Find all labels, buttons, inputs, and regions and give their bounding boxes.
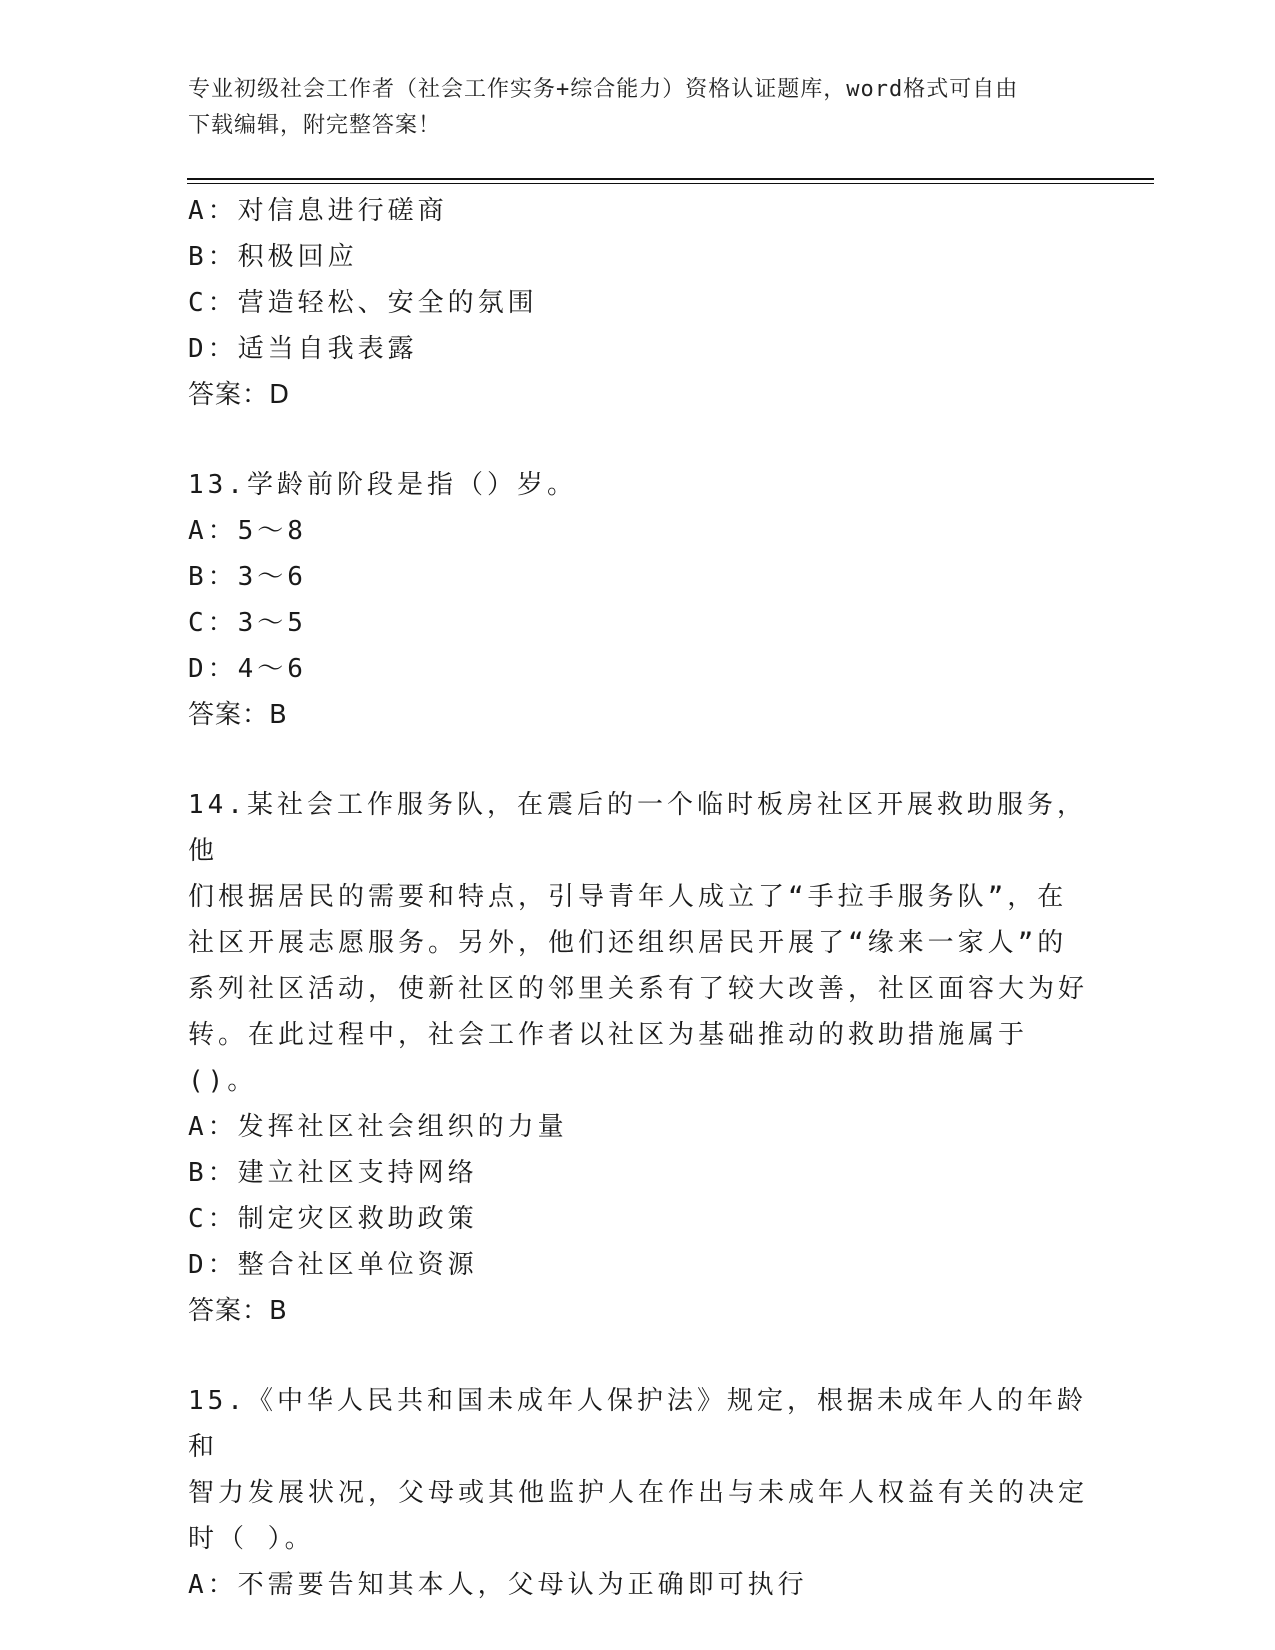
q15-stem-line-1: 15.《中华人民共和国未成年人保护法》规定，根据未成年人的年龄和 — [188, 1386, 1087, 1462]
q12-option-b: B：积极回应 — [188, 242, 358, 272]
q14-option-b: B：建立社区支持网络 — [188, 1158, 478, 1188]
q14-stem-line-3: 社区开展志愿服务。另外，他们还组织居民开展了“缘来一家人”的 — [188, 928, 1068, 958]
q13-stem: 13.学龄前阶段是指（）岁。 — [188, 470, 577, 500]
header-divider-thick — [187, 178, 1154, 180]
q12-answer: 答案：D — [188, 380, 291, 410]
q14-stem-line-5: 转。在此过程中，社会工作者以社区为基础推动的救助措施属于()。 — [188, 1020, 1029, 1096]
q14-option-a: A：发挥社区社会组织的力量 — [188, 1112, 568, 1142]
q13-answer: 答案：B — [188, 700, 288, 730]
q13-option-a: A：5～8 — [188, 516, 307, 546]
question-14 — [188, 782, 1088, 1334]
header-divider-thin — [187, 183, 1154, 184]
q14-option-d: D：整合社区单位资源 — [188, 1250, 478, 1280]
q15-option-a: A：不需要告知其本人，父母认为正确即可执行 — [188, 1570, 808, 1600]
question-13 — [188, 462, 1088, 738]
question-content — [188, 188, 1088, 1608]
header-line-2: 下载编辑，附完整答案！ — [188, 113, 442, 138]
q13-option-d: D：4～6 — [188, 654, 307, 684]
q14-stem-line-1: 14.某社会工作服务队，在震后的一个临时板房社区开展救助服务，他 — [188, 790, 1087, 866]
q12-option-a: A：对信息进行磋商 — [188, 196, 448, 226]
q13-option-b: B：3～6 — [188, 562, 307, 592]
q14-stem-line-4: 系列社区活动，使新社区的邻里关系有了较大改善，社区面容大为好 — [188, 974, 1089, 1004]
q14-stem-line-2: 们根据居民的需要和特点，引导青年人成立了“手拉手服务队”，在 — [188, 882, 1068, 912]
q15-stem-line-3: 时（ ）。 — [188, 1524, 315, 1554]
question-12 — [188, 188, 1088, 418]
q13-option-c: C：3～5 — [188, 608, 307, 638]
q12-option-d: D：适当自我表露 — [188, 334, 418, 364]
q14-answer: 答案：B — [188, 1296, 288, 1326]
q12-option-c: C：营造轻松、安全的氛围 — [188, 288, 538, 318]
question-15 — [188, 1378, 1088, 1608]
page-header — [188, 72, 1088, 144]
header-line-1: 专业初级社会工作者（社会工作实务+综合能力）资格认证题库，word格式可自由 — [188, 77, 1019, 102]
q14-option-c: C：制定灾区救助政策 — [188, 1204, 478, 1234]
q15-stem-line-2: 智力发展状况，父母或其他监护人在作出与未成年人权益有关的决定 — [188, 1478, 1089, 1508]
